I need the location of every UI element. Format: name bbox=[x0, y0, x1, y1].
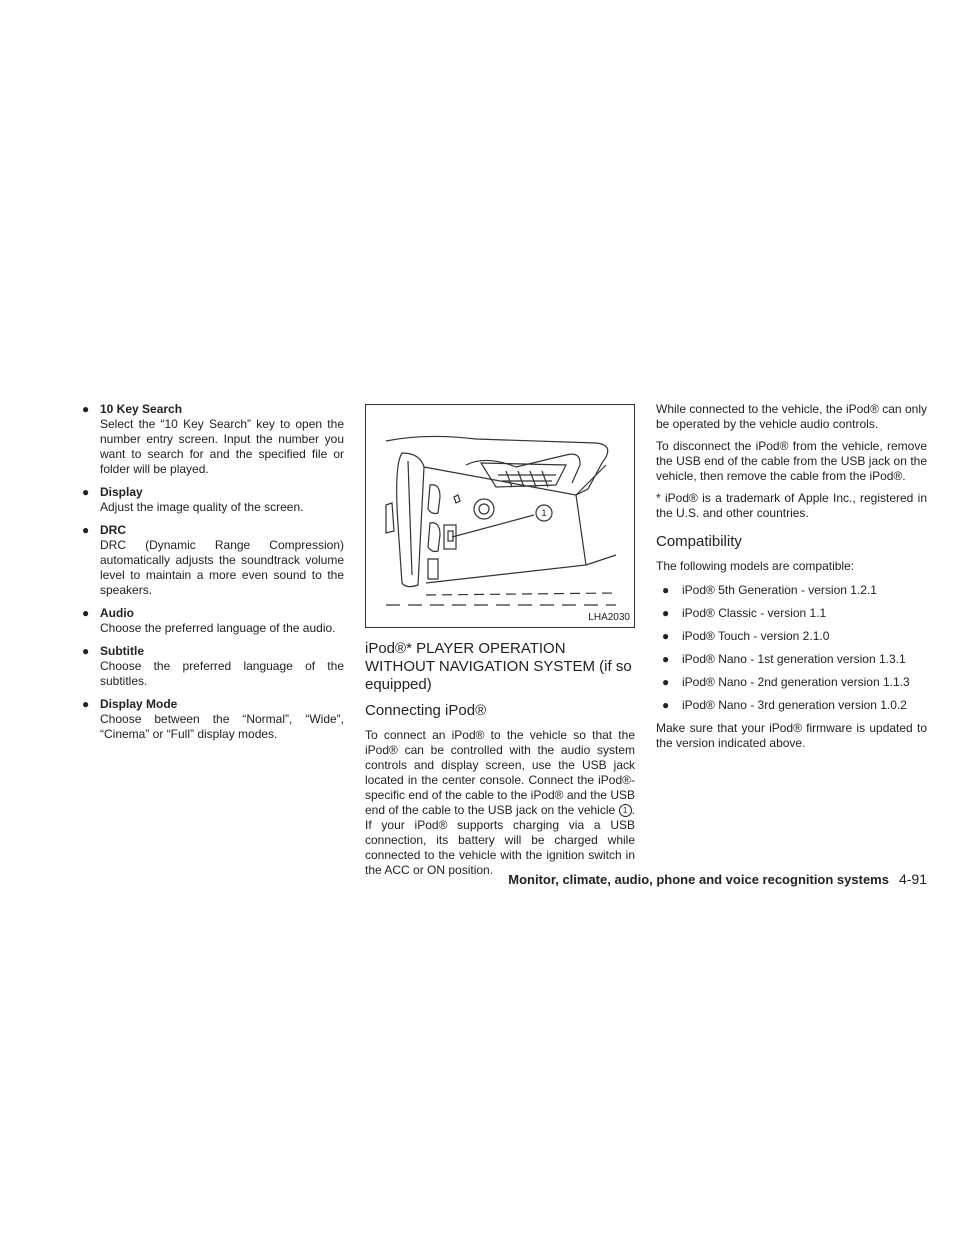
paragraph-text: To connect an iPod® to the vehicle so that the iPod® can be controlled with the audio system controls and display screen, use the USB jack located in the center console. Connect the iPod®-specific end of the cable to the iPod® and the USB end of the cable to the USB jack on the vehicle bbox=[365, 728, 635, 817]
model-text: iPod® Nano - 2nd generation version 1.1.3 bbox=[682, 675, 910, 689]
trademark-note: * iPod® is a trademark of Apple Inc., registered in the U.S. and other countries. bbox=[656, 491, 927, 520]
list-item bbox=[656, 606, 927, 621]
connecting-paragraph bbox=[365, 728, 635, 878]
compatibility-intro: The following models are compatible: bbox=[656, 559, 855, 573]
list-item bbox=[82, 606, 344, 636]
item-desc: Choose the preferred language of the subtitles. bbox=[100, 659, 344, 688]
item-title: DRC bbox=[100, 523, 126, 537]
connecting-heading: Connecting iPod® bbox=[365, 702, 487, 719]
usb-jack-figure bbox=[365, 404, 635, 628]
center-console-illustration bbox=[366, 405, 634, 627]
list-item bbox=[82, 402, 344, 477]
item-title: Audio bbox=[100, 606, 134, 620]
item-desc: Select the “10 Key Search” key to open the number entry screen. Input the number you want to search for and the specified file or folder will be played. bbox=[100, 417, 344, 476]
model-text: iPod® Nano - 1st generation version 1.3.1 bbox=[682, 652, 906, 666]
bullet: ● bbox=[662, 698, 670, 712]
middle-column bbox=[365, 404, 635, 885]
compatible-models-list bbox=[656, 583, 927, 713]
compatibility-heading: Compatibility bbox=[656, 533, 742, 550]
item-title: 10 Key Search bbox=[100, 402, 183, 416]
item-desc: Choose between the “Normal”, “Wide”, “Cinema” or “Full” display modes. bbox=[100, 712, 344, 741]
item-title: Subtitle bbox=[100, 644, 144, 658]
figure-code: LHA2030 bbox=[588, 612, 630, 623]
model-text: iPod® Nano - 3rd generation version 1.0.2 bbox=[682, 698, 907, 712]
bullet: ● bbox=[662, 652, 670, 666]
right-column bbox=[656, 402, 927, 758]
bullet: ● bbox=[82, 523, 90, 537]
list-item bbox=[656, 629, 927, 644]
list-item bbox=[656, 583, 927, 598]
left-column bbox=[82, 402, 344, 750]
list-item bbox=[656, 675, 927, 690]
list-item bbox=[656, 652, 927, 667]
callout-marker: 1 bbox=[619, 804, 632, 817]
bullet: ● bbox=[662, 675, 670, 689]
bullet: ● bbox=[82, 402, 90, 416]
list-item bbox=[82, 523, 344, 598]
model-text: iPod® 5th Generation - version 1.2.1 bbox=[682, 583, 877, 597]
list-item bbox=[656, 698, 927, 713]
bullet: ● bbox=[82, 485, 90, 499]
paragraph-text: . If your iPod® supports charging via a USB connection, its battery will be charged while connected to the vehicle with the ignition switch in the ACC or ON position. bbox=[365, 803, 635, 877]
firmware-note: Make sure that your iPod® firmware is updated to the version indicated above. bbox=[656, 721, 927, 750]
bullet: ● bbox=[662, 583, 670, 597]
list-item bbox=[82, 644, 344, 689]
bullet: ● bbox=[82, 606, 90, 620]
figure-callout: 1 bbox=[541, 508, 547, 518]
item-desc: DRC (Dynamic Range Compression) automatically adjusts the soundtrack volume level to maintain a more even sound to the speakers. bbox=[100, 538, 344, 597]
item-desc: Choose the preferred language of the audio. bbox=[100, 621, 336, 635]
section-title: iPod®* PLAYER OPERATION WITHOUT NAVIGATION SYSTEM (if so equipped) bbox=[365, 640, 632, 693]
bullet: ● bbox=[662, 629, 670, 643]
paragraph: While connected to the vehicle, the iPod® can only be operated by the vehicle audio controls. bbox=[656, 402, 927, 431]
footer-section-title: Monitor, climate, audio, phone and voice recognition systems bbox=[508, 872, 889, 887]
model-text: iPod® Touch - version 2.1.0 bbox=[682, 629, 830, 643]
list-item bbox=[82, 697, 344, 742]
bullet: ● bbox=[82, 697, 90, 711]
model-text: iPod® Classic - version 1.1 bbox=[682, 606, 827, 620]
bullet: ● bbox=[82, 644, 90, 658]
paragraph: To disconnect the iPod® from the vehicle, remove the USB end of the cable from the USB jack on the vehicle, then remove the cable from the iPod®. bbox=[656, 439, 927, 483]
item-title: Display Mode bbox=[100, 697, 178, 711]
list-item bbox=[82, 485, 344, 515]
page-number: 4-91 bbox=[898, 871, 927, 887]
item-desc: Adjust the image quality of the screen. bbox=[100, 500, 304, 514]
item-title: Display bbox=[100, 485, 143, 499]
bullet: ● bbox=[662, 606, 670, 620]
page-footer bbox=[420, 871, 927, 887]
